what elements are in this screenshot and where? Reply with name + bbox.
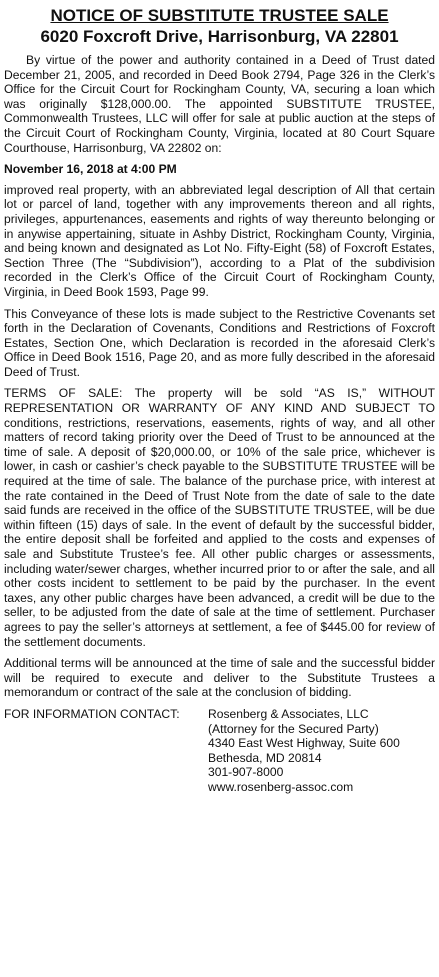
property-address-heading: 6020 Foxcroft Drive, Harrisonburg, VA 22801 — [40, 27, 399, 46]
sale-date-time: November 16, 2018 at 4:00 PM — [4, 162, 177, 177]
contact-block — [4, 707, 435, 795]
contact-role: (Attorney for the Secured Party) — [208, 721, 379, 736]
contact-website: www.rosenberg-assoc.com — [208, 779, 354, 794]
additional-terms-paragraph: Additional terms will be announced at the time of sale and the successful bidder will be required to execute and deliver to the Substitute Trustees a memorandum or contract of the sale at the conclusion of bidding. — [4, 656, 435, 700]
legal-description-paragraph: improved real property, with an abbreviated legal description of All that certain lot or parcel of land, together with any improvements thereon and all rights, privileges, appurtenances, easements and rights of way thereunto belonging or in anywise appertaining, situate in Ashby District, Rockingham County, Virginia, and being known and designated as Lot No. Fifty-Eight (58) of Foxcroft Estates, Section Three (The “Subdivision”), according to a Plat of the subdivision recorded in the Clerk’s Office of the Circuit Court of Rockingham County, Virginia, in Deed Book 1593, Page 99. — [4, 182, 435, 299]
terms-of-sale-paragraph: TERMS OF SALE: The property will be sold “AS IS,” WITHOUT REPRESENTATION OR WARRANTY OF ANY KIND AND SUBJECT TO conditions, restrictions, reservations, easements, rights of way, and all other matters of record taking priority over the Deed of Trust to be announced at the time of sale. A deposit of $20,000.00, or 10% of the sale price, whichever is lower, in cash or cashier’s check payable to the SUBSTITUTE TRUSTEE will be required at the time of sale. The balance of the purchase price, with interest at the rate contained in the Deed of Trust Note from the date of sale to the date said funds are received in the office of the SUBSTITUTE TRUSTEE, will be due within fifteen (15) days of sale. In the event of default by the successful bidder, the entire deposit shall be forfeited and applied to the costs and expenses of sale and Substitute Trustee’s fee. All other public charges or assessments, including water/sewer charges, whether incurred prior to or after the sale, and all other costs incident to settlement to be paid by the purchaser. In the event taxes, any other public charges have been advanced, a credit will be due to the seller, to be adjusted from the date of sale at the time of settlement. Purchaser agrees to pay the seller’s attorneys at settlement, a fee of $445.00 for review of the settlement documents. — [4, 386, 435, 649]
contact-street: 4340 East West Highway, Suite 600 — [208, 736, 400, 751]
contact-details — [208, 707, 400, 795]
contact-firm-name: Rosenberg & Associates, LLC — [208, 706, 369, 721]
deed-of-trust-paragraph: By virtue of the power and authority contained in a Deed of Trust dated December 21, 2005, and recorded in Deed Book 2794, Page 326 in the Clerk’s Office for the Circuit Court for Rockingham County, VA, securing a loan which was originally $128,000.00. The appointed SUBSTITUTE TRUSTEE, Commonwealth Trustees, LLC will offer for sale at public auction at the steps of the Circuit Court of Rockingham County, Virginia, located at 80 Court Square Courthouse, Harrisonburg, VA 22802 on: — [4, 53, 435, 155]
restrictive-covenants-paragraph: This Conveyance of these lots is made subject to the Restrictive Covenants set forth in the Declaration of Covenants, Conditions and Restrictions of Foxcroft Estates, Section One, which Declaration is recorded in the aforesaid Clerk’s Office in Deed Book 1516, Page 20, and as more fully described in the aforesaid Deed of Trust. — [4, 306, 435, 379]
contact-city: Bethesda, MD 20814 — [208, 750, 322, 765]
contact-phone: 301-907-8000 — [208, 765, 284, 780]
notice-title: NOTICE OF SUBSTITUTE TRUSTEE SALE — [50, 6, 389, 25]
contact-label: FOR INFORMATION CONTACT: — [4, 706, 180, 721]
